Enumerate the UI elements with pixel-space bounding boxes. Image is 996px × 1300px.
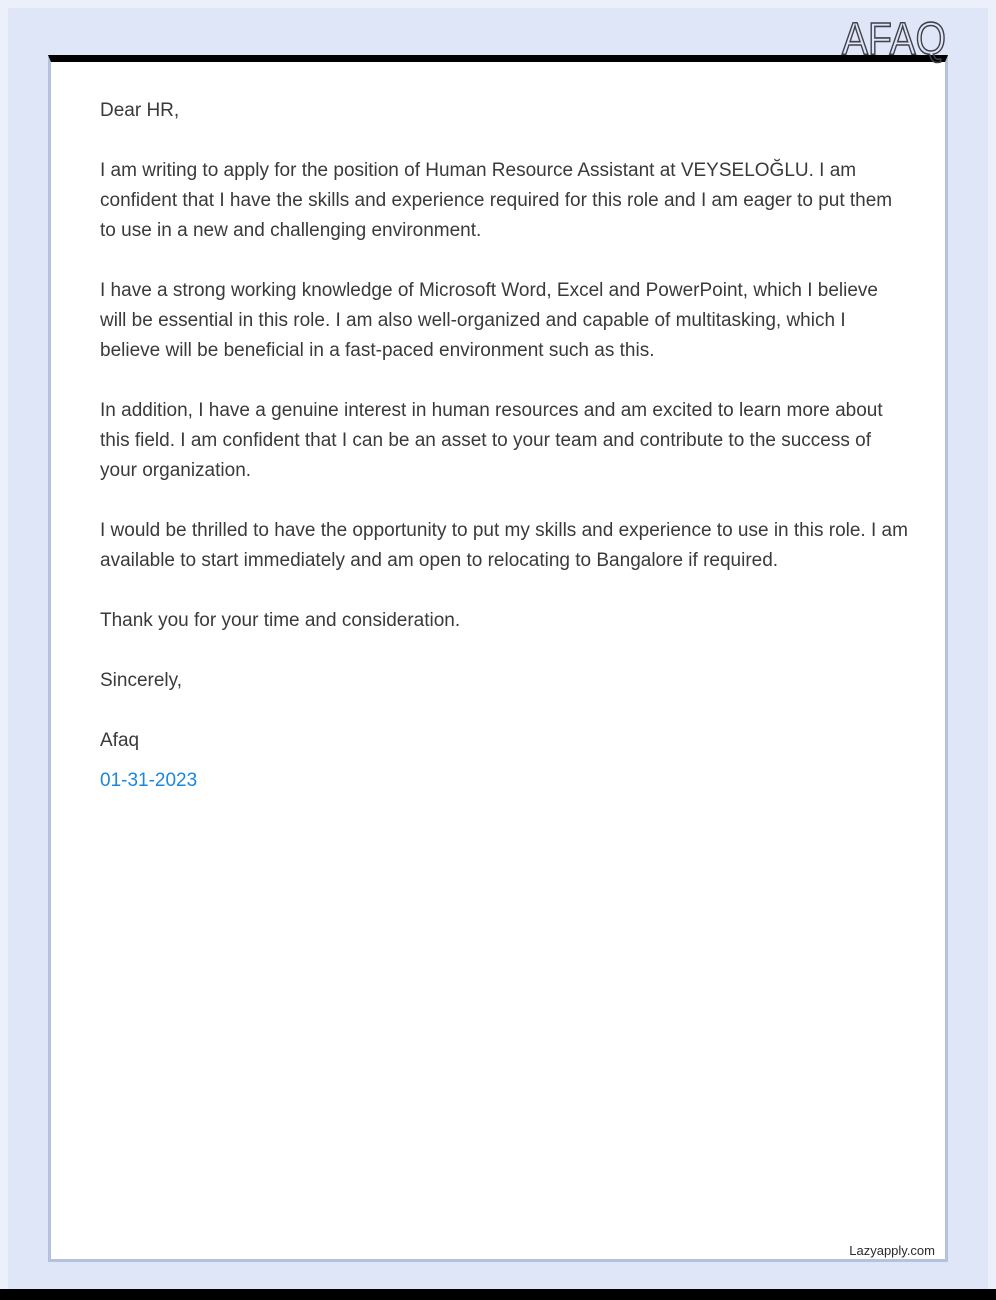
signature-name: Afaq: [100, 730, 140, 751]
letter-paragraph: In addition, I have a genuine interest in human resources and am excited to learn more about this field. I am confident that I can be an asset to your team and contribute to the success of your organization.: [100, 400, 883, 481]
brand-logo-outline-text: [842, 12, 946, 64]
signoff: Sincerely,: [100, 670, 183, 691]
letter-paragraph: I have a strong working knowledge of Microsoft Word, Excel and PowerPoint, which I believe will be essential in this role. I am also well-organized and capable of multitasking, which I believe will be beneficial in a fast-paced environment such as this.: [100, 280, 878, 361]
letter-paragraph: I am writing to apply for the position of Human Resource Assistant at VEYSELOĞLU. I am confident that I have the skills and experience required for this role and I am eager to put them to use in a new and challenging environment.: [100, 160, 893, 241]
letter-document: [48, 55, 948, 1262]
letter-body: [51, 62, 945, 796]
date-link[interactable]: 01-31-2023: [100, 770, 198, 791]
closing-thanks: Thank you for your time and consideration.: [100, 610, 461, 631]
brand-logo: [842, 12, 946, 64]
bottom-black-bar: [0, 1289, 996, 1300]
brand-logo-text: AFAQ: [842, 13, 946, 64]
letter-paragraph: I would be thrilled to have the opportunity to put my skills and experience to use in this role. I am available to start immediately and am open to relocating to Bangalore if required.: [100, 520, 908, 571]
salutation: Dear HR,: [100, 100, 180, 121]
watermark-brand: Lazyapply.com: [849, 1243, 935, 1258]
